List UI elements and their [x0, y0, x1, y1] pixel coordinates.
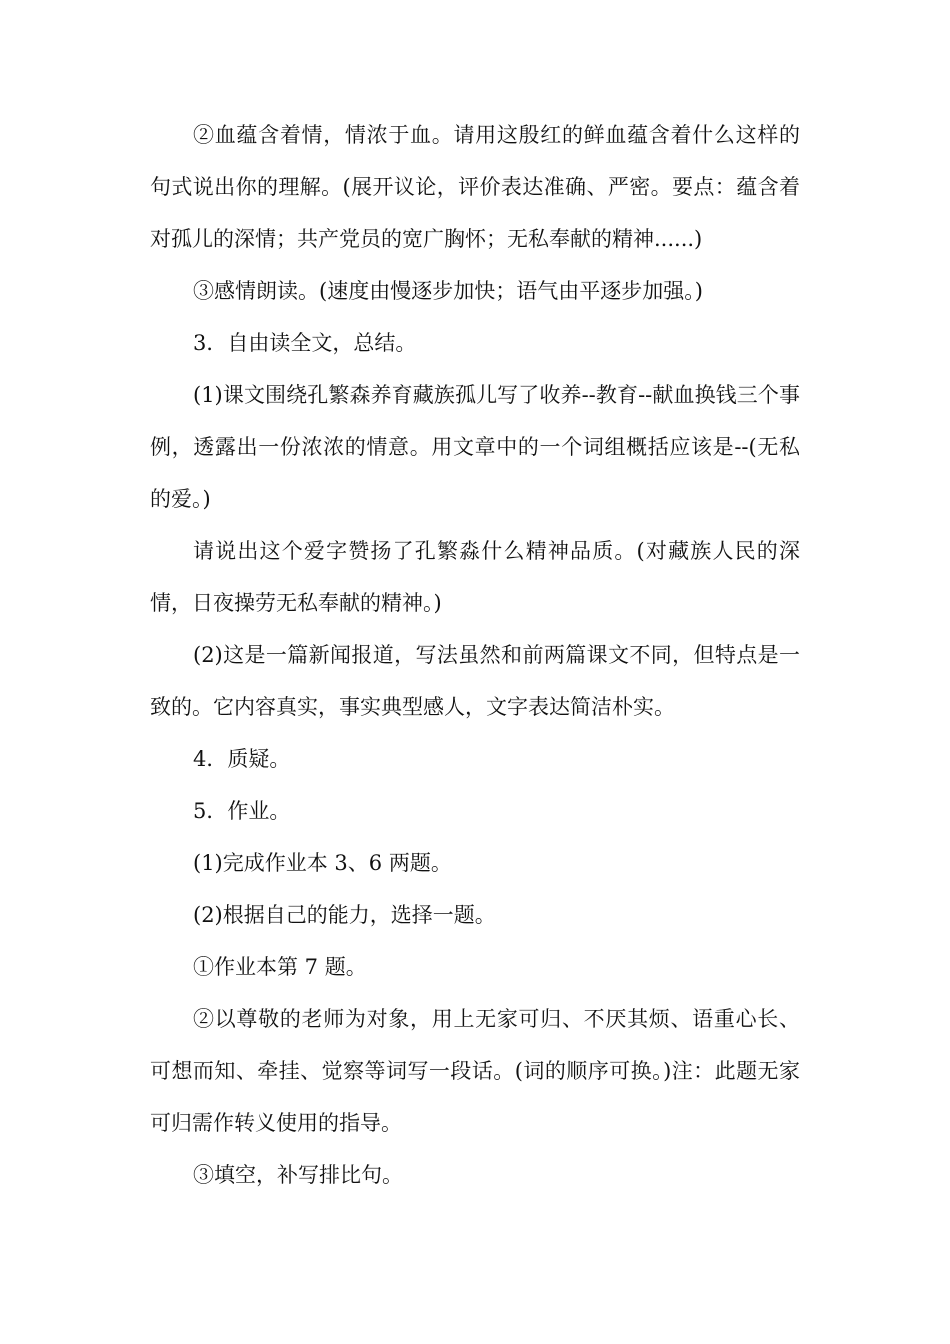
document-body [150, 109, 800, 1201]
paragraph-option-1: ①作业本第 7 题。 [193, 955, 367, 979]
paragraph-love-question: 请说出这个爱字赞扬了孔繁淼什么精神品质。(对藏族人民的深情，日夜操劳无私奉献的精神。) [150, 539, 800, 615]
paragraph-summary-2: (2)这是一篇新闻报道，写法虽然和前两篇课文不同，但特点是一致的。它内容真实，事实典型感人，文字表达简洁朴实。 [150, 643, 800, 719]
paragraph-option-3: ③填空，补写排比句。 [193, 1163, 403, 1187]
paragraph-option-2: ②以尊敬的老师为对象，用上无家可归、不厌其烦、语重心长、可想而知、牵挂、觉察等词写一段话。(词的顺序可换。)注：此题无家可归需作转义使用的指导。 [150, 1007, 800, 1135]
paragraph-homework-1: (1)完成作业本 3、6 两题。 [193, 851, 452, 875]
paragraph-step-5-heading: 5．作业。 [193, 799, 291, 823]
paragraph-emotional-reading: ③感情朗读。(速度由慢逐步加快；语气由平逐步加强。) [193, 279, 703, 303]
paragraph-step-4-heading: 4．质疑。 [193, 747, 291, 771]
paragraph-step-3-heading: 3．自由读全文，总结。 [193, 331, 417, 355]
paragraph-blood-meaning: ②血蕴含着情，情浓于血。请用这殷红的鲜血蕴含着什么这样的句式说出你的理解。(展开议论，评价表达准确、严密。要点：蕴含着对孤儿的深情；共产党员的宽广胸怀；无私奉献的精神......) [150, 123, 800, 251]
paragraph-summary-1: (1)课文围绕孔繁森养育藏族孤儿写了收养--教育--献血换钱三个事例，透露出一份浓浓的情意。用文章中的一个词组概括应该是--(无私的爱。) [150, 383, 800, 511]
paragraph-homework-2: (2)根据自己的能力，选择一题。 [193, 903, 496, 927]
